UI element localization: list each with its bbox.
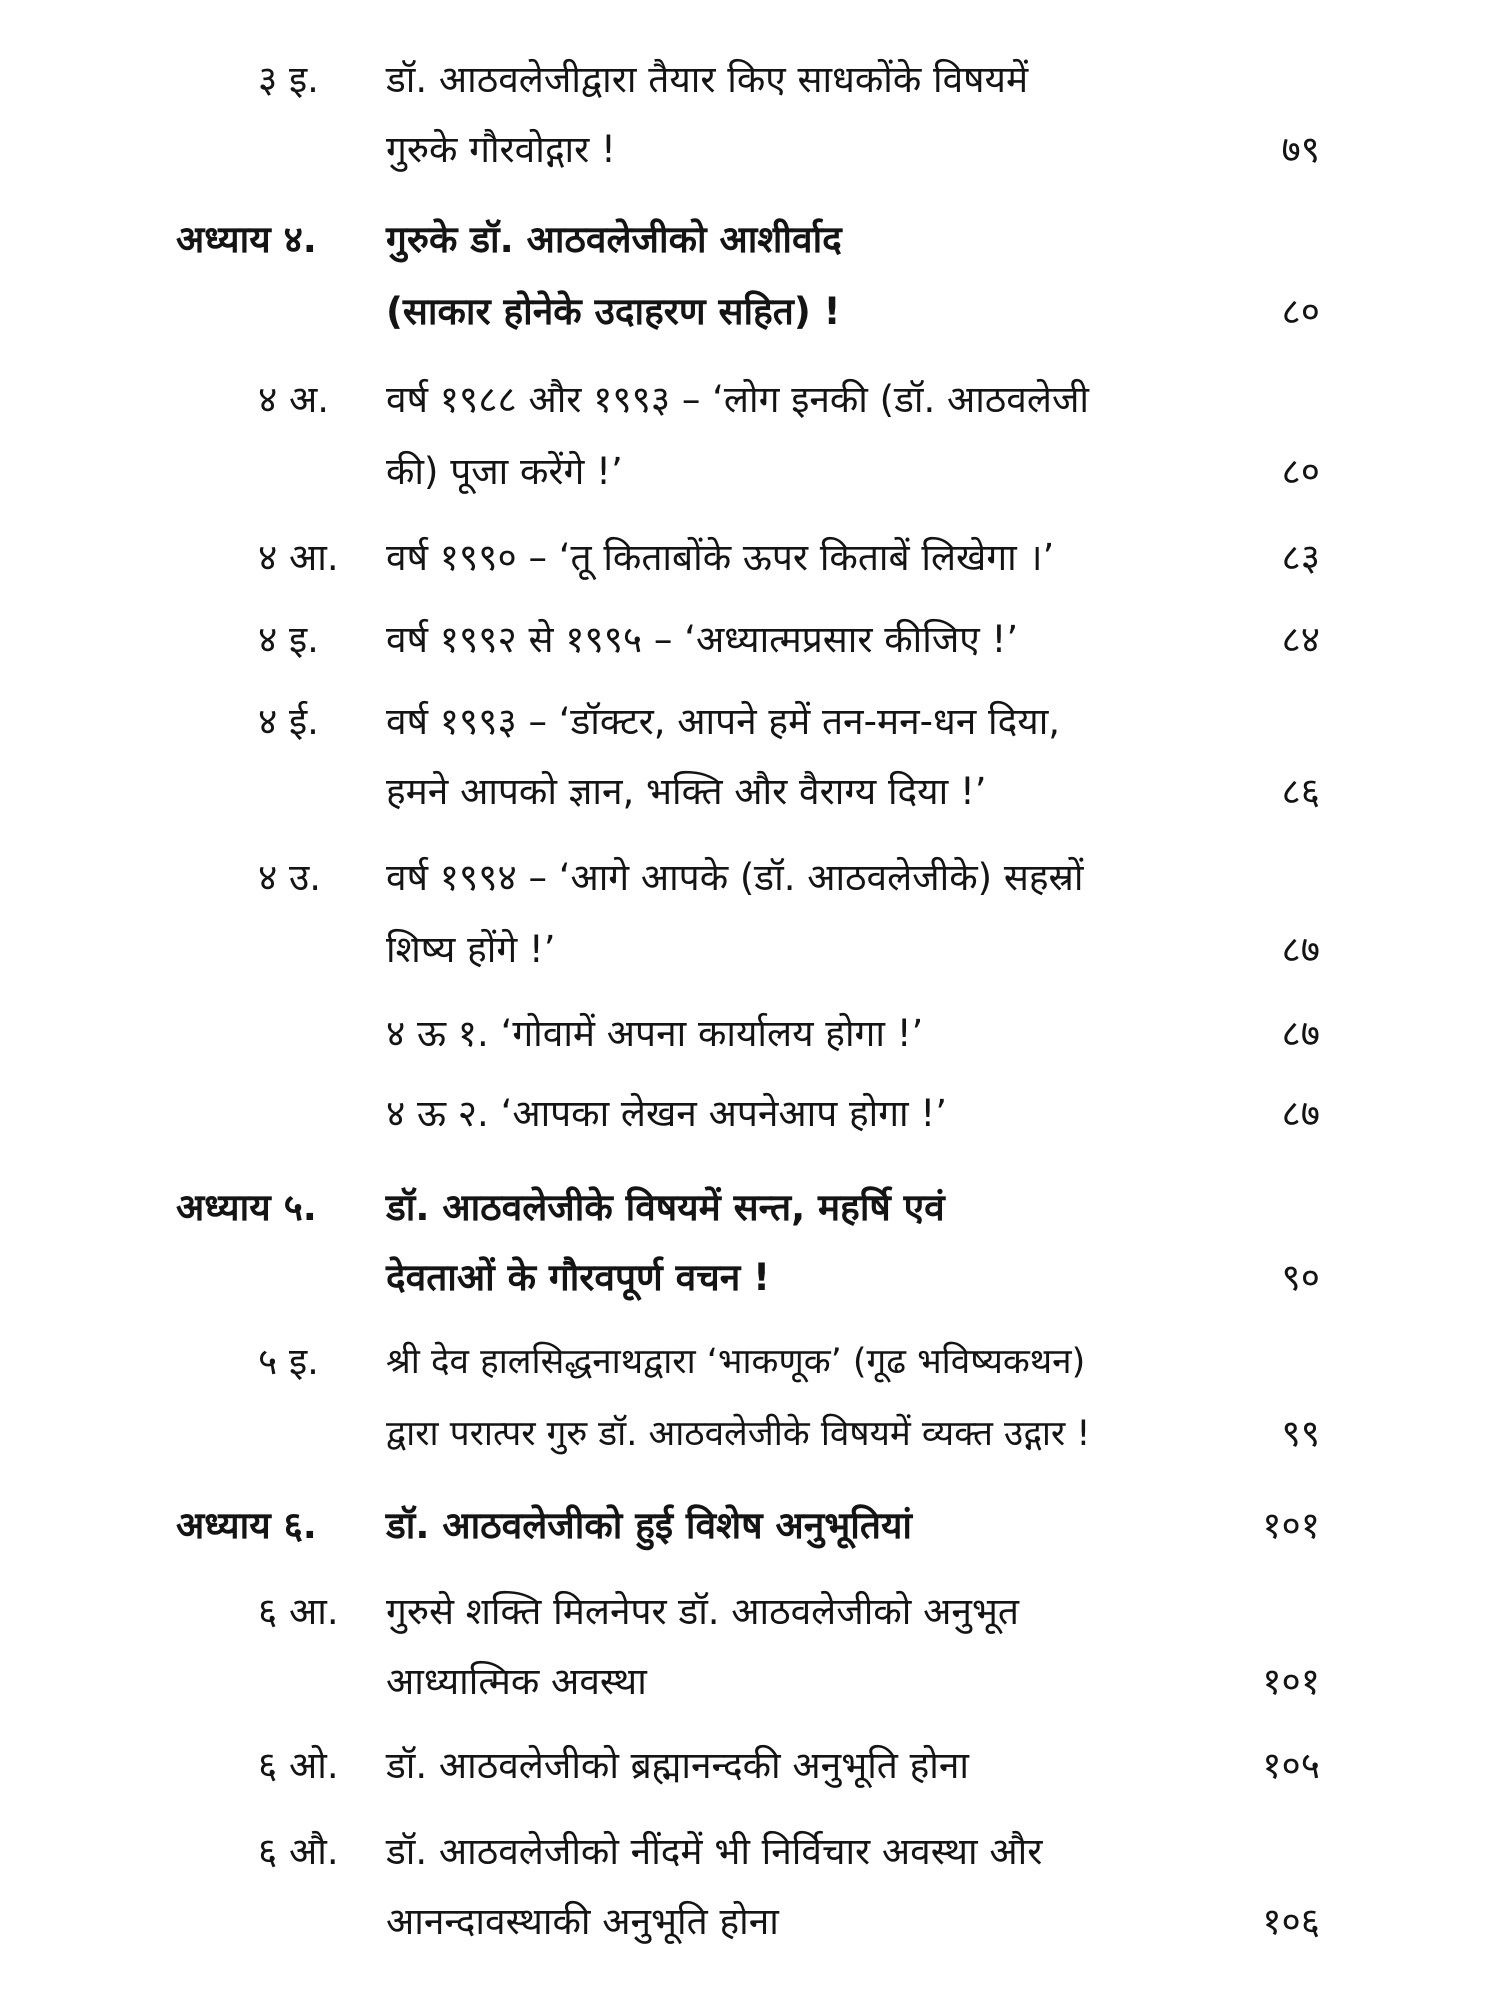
chapter-label: अध्याय ४.: [176, 218, 317, 261]
toc-page-number: ८०: [1281, 290, 1320, 333]
toc-entry-title: आध्यात्मिक अवस्था: [386, 1660, 647, 1703]
toc-entry-label: ४ अ.: [258, 378, 330, 421]
toc-page-number: ८६: [1281, 770, 1320, 813]
toc-subentry-title: ४ ऊ २. ‘आपका लेखन अपनेआप होगा !’: [386, 1092, 947, 1135]
toc-entry-label: ६ ओ.: [258, 1744, 339, 1787]
toc-entry-title: वर्ष १९८८ और १९९३ – ‘लोग इनकी (डॉ. आठवलेजी: [386, 378, 1089, 421]
toc-page-number: ८७: [1281, 1012, 1320, 1055]
toc-entry-title: द्वारा परात्पर गुरु डॉ. आठवलेजीके विषयमें व्यक्त उद्गार !: [386, 1414, 1091, 1454]
toc-entry-title: गुरुसे शक्ति मिलनेपर डॉ. आठवलेजीको अनुभूत: [386, 1590, 1019, 1633]
toc-page-number: ७९: [1281, 128, 1320, 171]
toc-entry-title: वर्ष १९९४ – ‘आगे आपके (डॉ. आठवलेजीके) सहस्रों: [386, 856, 1084, 899]
toc-page-number: ८७: [1281, 928, 1320, 971]
toc-entry-label: ४ आ.: [258, 536, 339, 579]
toc-page-number: १०६: [1262, 1900, 1320, 1943]
toc-page-number: १०१: [1262, 1660, 1320, 1703]
toc-entry-title: श्री देव हालसिद्धनाथद्वारा ‘भाकणूक’ (गूढ भविष्यकथन): [386, 1342, 1086, 1382]
chapter-label: अध्याय ६.: [176, 1504, 317, 1547]
toc-entry-title: शिष्य होंगे !’: [386, 928, 556, 971]
chapter-title: डॉ. आठवलेजीके विषयमें सन्त, महर्षि एवं: [386, 1186, 945, 1229]
toc-page-number: ८४: [1281, 618, 1320, 661]
toc-page-number: ८७: [1281, 1092, 1320, 1135]
toc-entry-title: डॉ. आठवलेजीको ब्रह्मानन्दकी अनुभूति होना: [386, 1744, 969, 1787]
toc-page-number: ९९: [1281, 1412, 1320, 1455]
toc-page-number: ८३: [1281, 536, 1320, 579]
toc-entry-label: ६ औ.: [258, 1830, 339, 1873]
toc-entry-label: ४ उ.: [258, 856, 322, 899]
chapter-title: गुरुके डॉ. आठवलेजीको आशीर्वाद: [386, 218, 842, 261]
toc-page-number: १०१: [1262, 1504, 1320, 1547]
toc-entry-title: हमने आपको ज्ञान, भक्ति और वैराग्य दिया !’: [386, 770, 987, 813]
chapter-title: डॉ. आठवलेजीको हुई विशेष अनुभूतियां: [386, 1504, 913, 1547]
toc-entry-title: वर्ष १९९२ से १९९५ – ‘अध्यात्मप्रसार कीजिए !’: [386, 618, 1019, 661]
chapter-title: (साकार होनेके उदाहरण सहित) !: [386, 290, 841, 333]
toc-page-number: ९०: [1281, 1256, 1320, 1299]
toc-entry-label: ५ इ.: [258, 1340, 319, 1383]
toc-entry-title: डॉ. आठवलेजीद्वारा तैयार किए साधकोंके विषयमें: [386, 58, 1029, 101]
toc-entry-title: आनन्दावस्थाकी अनुभूति होना: [386, 1900, 779, 1943]
toc-entry-label: ४ इ.: [258, 618, 319, 661]
toc-entry-label: ४ ई.: [258, 700, 319, 743]
toc-page-number: ८०: [1281, 450, 1320, 493]
toc-entry-title: वर्ष १९९० – ‘तू किताबोंके ऊपर किताबें लिखेगा ।’: [386, 536, 1055, 579]
toc-entry-label: ६ आ.: [258, 1590, 339, 1633]
chapter-title: देवताओं के गौरवपूर्ण वचन !: [386, 1256, 771, 1299]
toc-entry-label: ३ इ.: [258, 58, 319, 101]
toc-page-number: १०५: [1262, 1744, 1320, 1787]
toc-subentry-title: ४ ऊ १. ‘गोवामें अपना कार्यालय होगा !’: [386, 1012, 924, 1055]
toc-entry-title: वर्ष १९९३ – ‘डॉक्टर, आपने हमें तन-मन-धन दिया,: [386, 700, 1061, 743]
chapter-label: अध्याय ५.: [176, 1186, 317, 1229]
toc-entry-title: डॉ. आठवलेजीको नींदमें भी निर्विचार अवस्था और: [386, 1830, 1043, 1873]
toc-entry-title: गुरुके गौरवोद्गार !: [386, 128, 616, 171]
toc-entry-title: की) पूजा करेंगे !’: [386, 450, 623, 493]
